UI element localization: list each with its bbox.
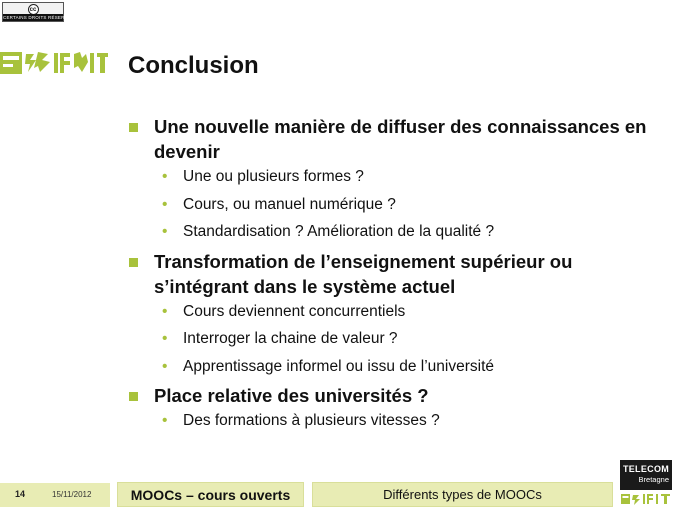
bullet-text: Une nouvelle manière de diffuser des connaissances en devenir [154, 116, 647, 162]
page-number: 14 [15, 489, 26, 499]
square-bullet-icon [129, 123, 138, 132]
dot-bullet-icon: • [162, 195, 168, 213]
bullet-level2 [128, 167, 668, 187]
bullet-text: Interroger la chaine de valeur ? [183, 330, 398, 347]
cc-icon: cc [28, 4, 39, 15]
bullet-level2 [128, 195, 668, 215]
bullet-text: Cours, ou manuel numérique ? [183, 195, 396, 213]
bullet-level1 [128, 249, 668, 299]
slide-date: 15/11/2012 [52, 490, 92, 499]
bullet-level2 [128, 302, 668, 322]
dot-bullet-icon: • [162, 330, 168, 347]
square-bullet-icon [129, 392, 138, 401]
bullet-level1 [128, 114, 668, 164]
bullet-level2 [128, 357, 668, 377]
institution-logo-line2: Bretagne [638, 475, 669, 484]
square-bullet-icon [129, 258, 138, 267]
bullet-level2 [128, 329, 668, 349]
institution-logo-line1: TELECOM [622, 464, 670, 474]
school-logo-icon [0, 44, 110, 80]
bullet-text: Une ou plusieurs formes ? [183, 168, 364, 185]
cc-license-text: CERTAINS DROITS RÉSERVÉS [3, 15, 75, 20]
bullet-text: Apprentissage informel ou issu de l’université [183, 357, 495, 375]
bullet-level2 [128, 411, 668, 431]
cc-license-badge [2, 2, 75, 22]
bullet-text: Place relative des universités ? [154, 385, 429, 406]
bullet-text: Standardisation ? Amélioration de la qualité ? [183, 223, 495, 240]
dot-bullet-icon: • [162, 168, 168, 185]
bullet-level2 [128, 222, 668, 242]
dot-bullet-icon: • [162, 412, 168, 429]
footer-course-title: MOOCs – cours ouverts [117, 482, 304, 507]
institution-glyph-logo-icon [620, 491, 672, 507]
slide-title: Conclusion [128, 52, 259, 79]
bullet-text: Des formations à plusieurs vitesses ? [183, 412, 440, 429]
bullet-text: Transformation de l’enseignement supérieur ou s’intégrant dans le système actuel [154, 250, 573, 297]
bullet-level1 [128, 383, 668, 408]
footer-section-title: Différents types de MOOCs [312, 482, 613, 507]
dot-bullet-icon: • [162, 302, 168, 320]
institution-logo [620, 460, 672, 490]
slide-body [128, 114, 668, 439]
dot-bullet-icon: • [162, 357, 168, 375]
bullet-text: Cours deviennent concurrentiels [183, 302, 406, 320]
dot-bullet-icon: • [162, 223, 168, 240]
